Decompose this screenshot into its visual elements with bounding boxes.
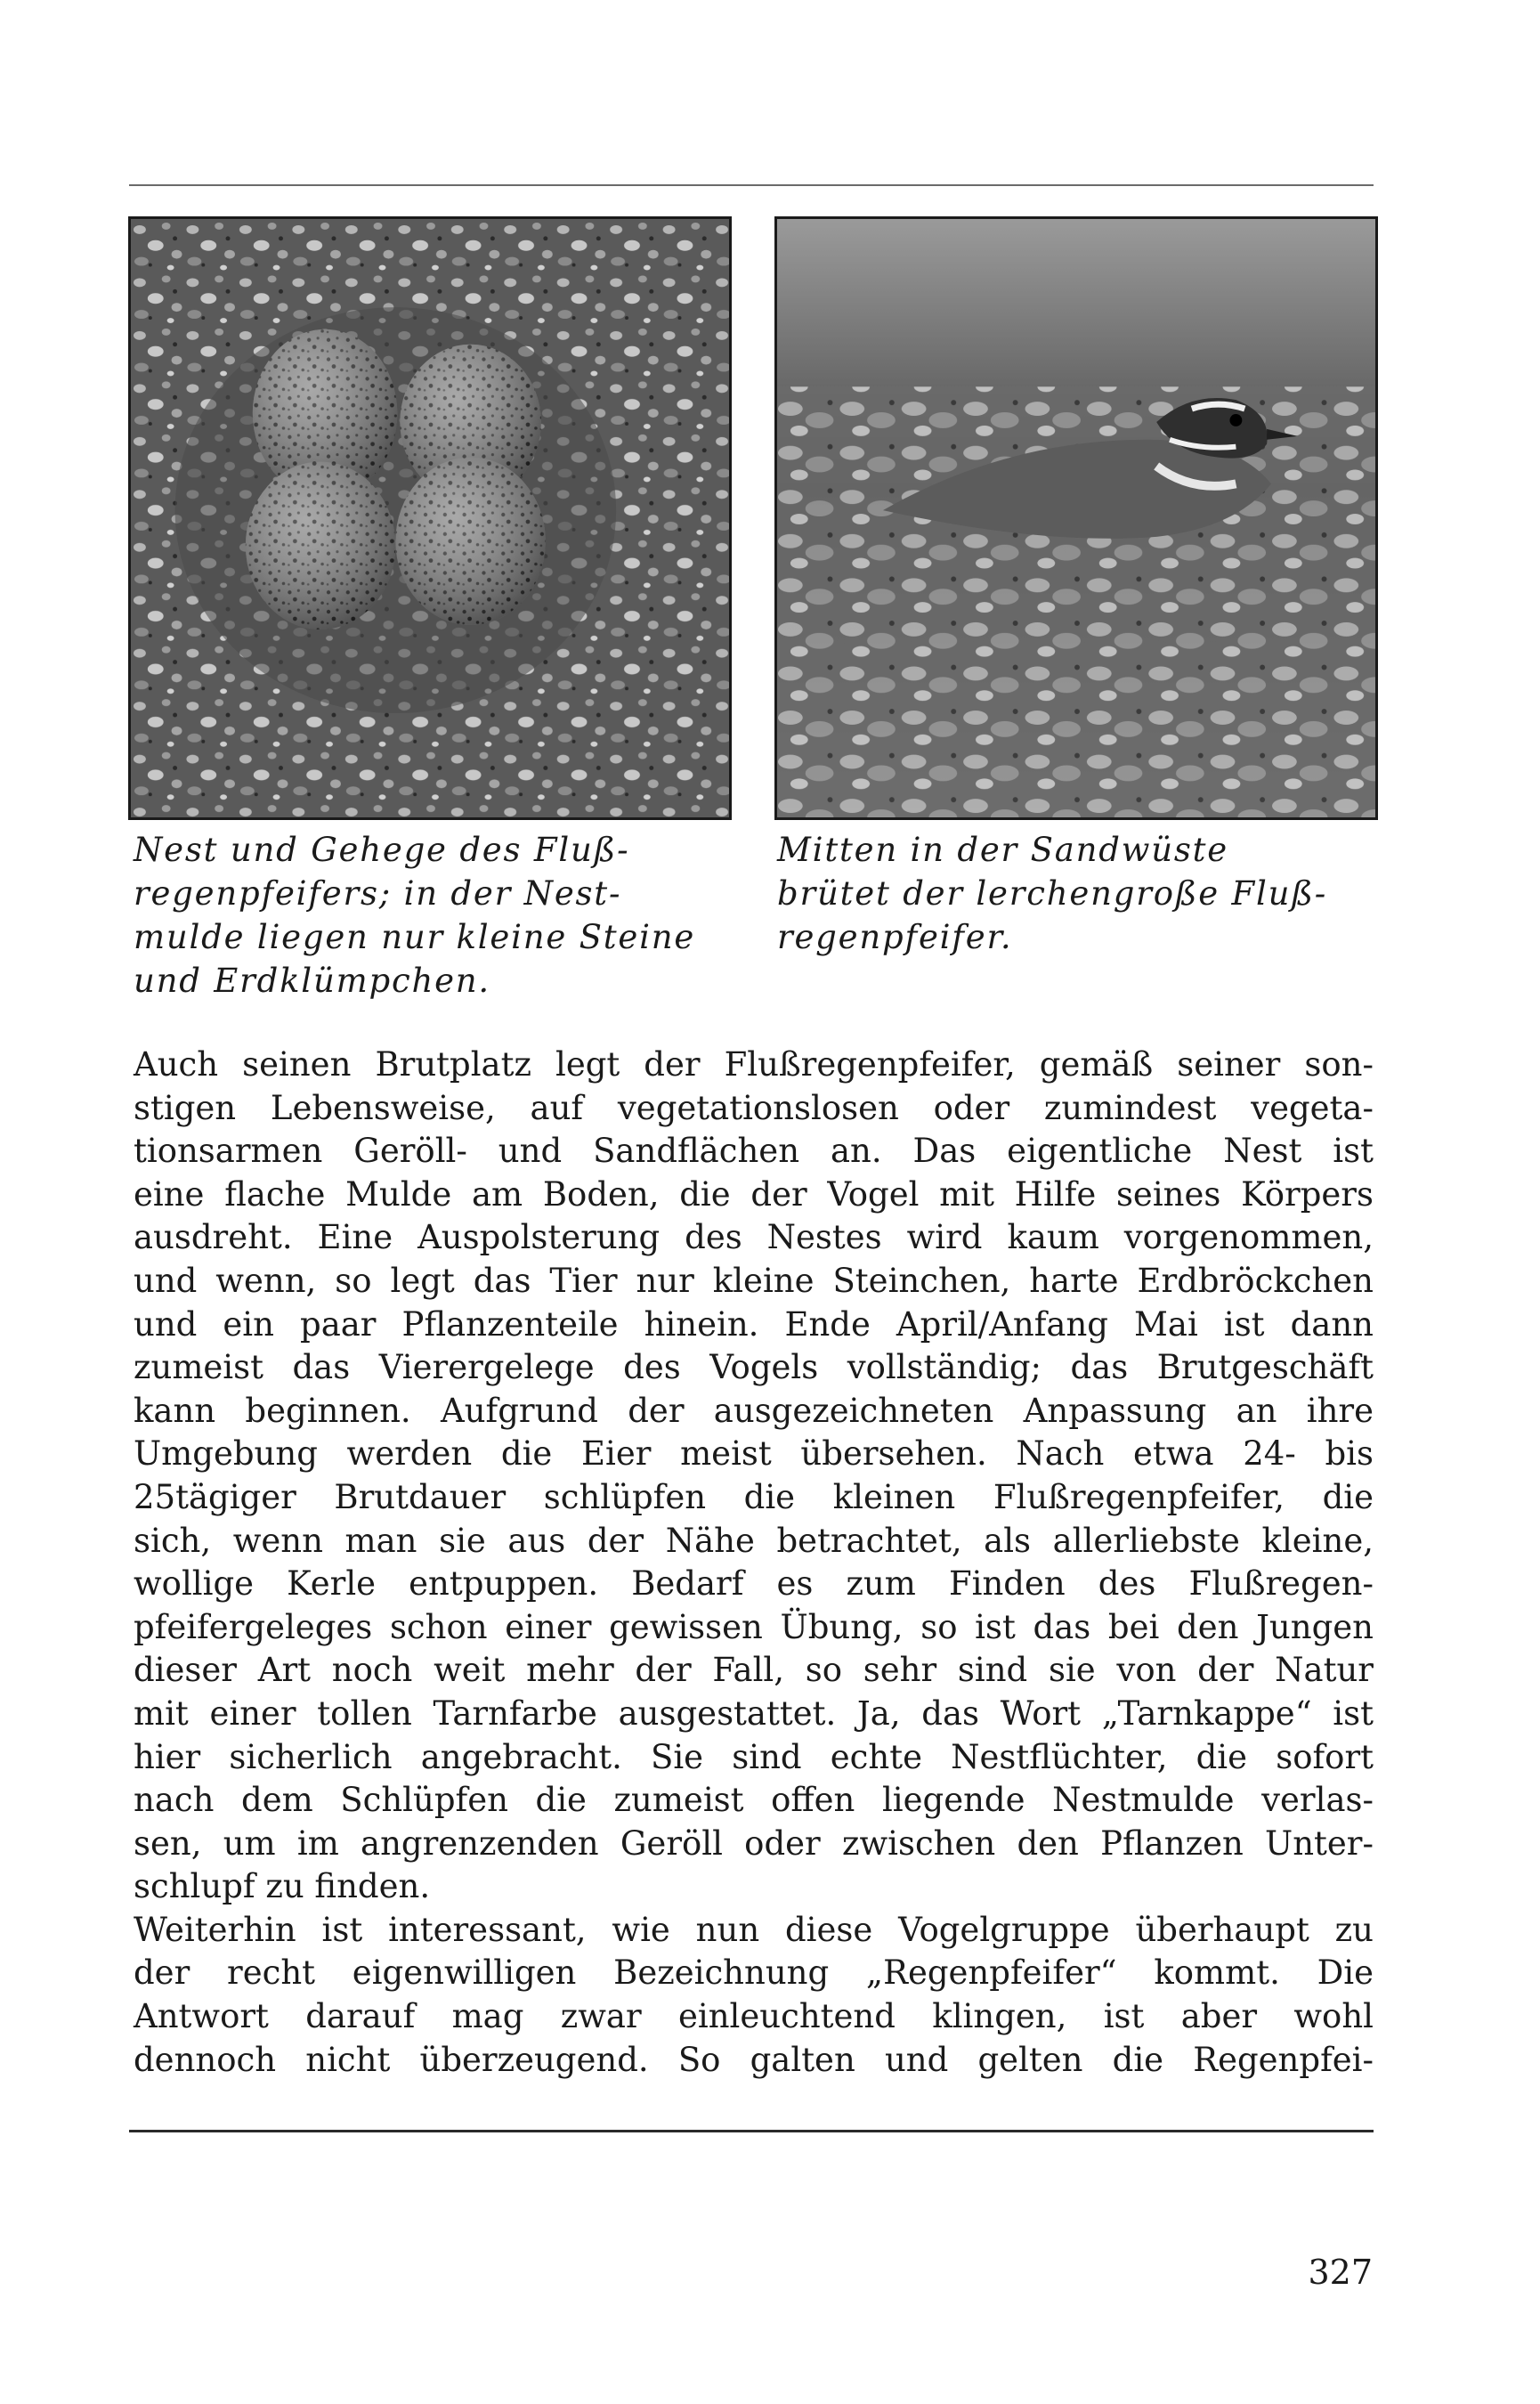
body-line: Weiterhin ist interessant, wie nun diese Vogelgruppe überhaupt zu — [134, 1910, 1374, 1949]
body-line: hier sicherlich angebracht. Sie sind echte Nestflüchter, die sofort — [134, 1737, 1374, 1776]
caption-line: regenpfeifer. — [777, 918, 1013, 956]
body-line: schlupf zu finden. — [134, 1867, 431, 1906]
figure-caption-right — [777, 828, 1382, 959]
body-line: kann beginnen. Aufgrund der ausgezeichneten Anpassung an ihre — [134, 1391, 1374, 1430]
body-line: zumeist das Vierergelege des Vogels vollständig; das Brutgeschäft — [134, 1348, 1374, 1387]
top-rule — [129, 184, 1374, 186]
plover-photo — [774, 216, 1378, 820]
body-line: stigen Lebensweise, auf vegetationslosen oder zumindest vegeta- — [134, 1088, 1374, 1127]
bottom-rule — [129, 2130, 1374, 2132]
body-line: dennoch nicht überzeugend. So galten und gelten die Regenpfei- — [134, 2040, 1374, 2079]
nest-eggs-photo — [128, 216, 732, 820]
body-line: Umgebung werden die Eier meist übersehen. Nach etwa 24- bis — [134, 1434, 1374, 1474]
caption-line: mulde liegen nur kleine Steine — [134, 918, 696, 956]
body-line: und ein paar Pflanzenteile hinein. Ende April/Anfang Mai ist dann — [134, 1304, 1374, 1344]
caption-line: und Erdklümpchen. — [134, 962, 490, 1000]
body-line: Auch seinen Brutplatz legt der Flußregenpfeifer, gemäß seiner son- — [134, 1045, 1374, 1084]
body-line: dieser Art noch weit mehr der Fall, so sehr sind sie von der Natur — [134, 1651, 1374, 1690]
caption-line: Mitten in der Sandwüste — [777, 831, 1228, 869]
caption-line: brütet der lerchengroße Fluß- — [777, 874, 1328, 913]
body-line: ausdreht. Eine Auspolsterung des Nestes wird kaum vorgenommen, — [134, 1218, 1374, 1257]
body-line: pfeifergeleges schon einer gewissen Übung, so ist das bei den Jungen — [134, 1607, 1374, 1646]
body-line: eine flache Mulde am Boden, die der Vogel mit Hilfe seines Körpers — [134, 1174, 1374, 1214]
nest-eggs-image — [131, 219, 729, 817]
caption-line: regenpfeifers; in der Nest- — [134, 874, 622, 913]
page-number: 327 — [1308, 2253, 1373, 2292]
body-line: 25tägiger Brutdauer schlüpfen die kleinen Flußregenpfeifer, die — [134, 1477, 1374, 1516]
body-text — [134, 1044, 1374, 2082]
plover-image — [777, 219, 1375, 817]
body-line: tionsarmen Geröll- und Sandflächen an. Das eigentliche Nest ist — [134, 1132, 1374, 1171]
body-line: Antwort darauf mag zwar einleuchtend klingen, ist aber wohl — [134, 1997, 1374, 2036]
body-line: wollige Kerle entpuppen. Bedarf es zum Finden des Flußregen- — [134, 1564, 1374, 1604]
figure-caption-left — [134, 828, 739, 1003]
body-line: nach dem Schlüpfen die zumeist offen liegende Nestmulde verlas- — [134, 1781, 1374, 1820]
body-line: und wenn, so legt das Tier nur kleine Steinchen, harte Erdbröckchen — [134, 1261, 1374, 1300]
body-line: sich, wenn man sie aus der Nähe betrachtet, als allerliebste kleine, — [134, 1521, 1374, 1560]
body-line: mit einer tollen Tarnfarbe ausgestattet. Ja, das Wort „Tarnkappe“ ist — [134, 1693, 1374, 1733]
body-line: sen, um im angrenzenden Geröll oder zwischen den Pflanzen Unter- — [134, 1823, 1374, 1863]
caption-line: Nest und Gehege des Fluß- — [134, 831, 630, 869]
body-line: der recht eigenwilligen Bezeichnung „Regenpfeifer“ kommt. Die — [134, 1953, 1374, 1993]
